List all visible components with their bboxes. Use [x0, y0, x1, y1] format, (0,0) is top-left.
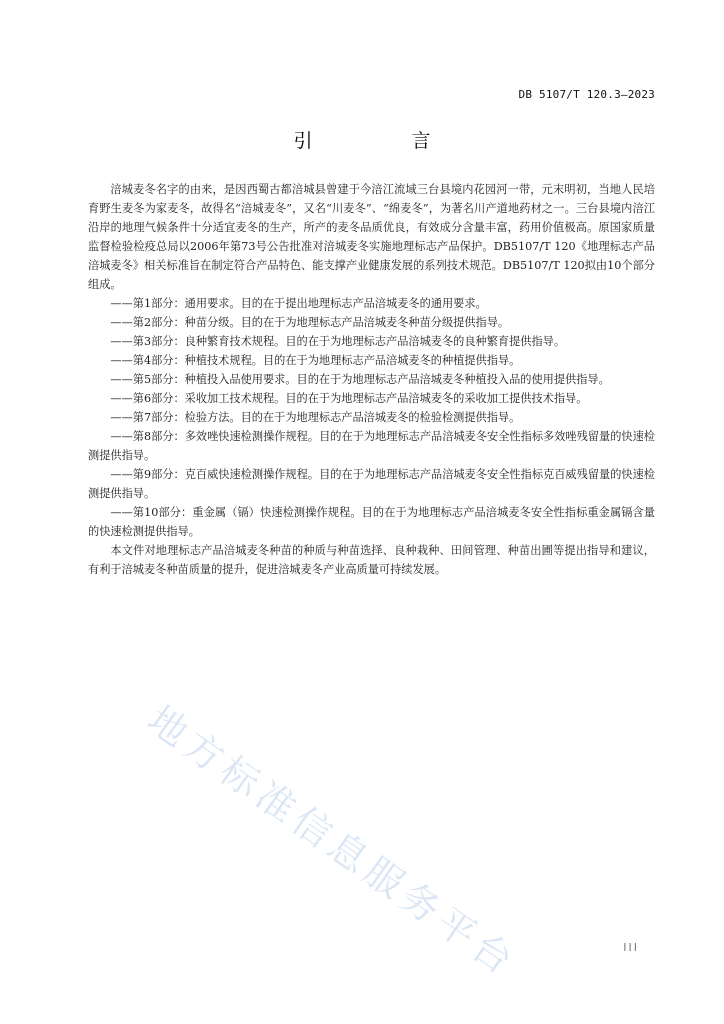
- introduction-body: [88, 180, 655, 579]
- page-number: III: [623, 941, 639, 954]
- part-item: ——第5部分：种植投入品使用要求。目的在于为地理标志产品涪城麦冬种植投入品的使用提供指导。: [110, 373, 610, 386]
- closing-paragraph: 本文件对地理标志产品涪城麦冬种苗的种质与种苗选择、良种栽种、田间管理、种苗出圃等提出指导和建议，有利于涪城麦冬种苗质量的提升，促进涪城麦冬产业高质量可持续发展。: [88, 544, 655, 576]
- part-item: ——第10部分：重金属（镉）快速检测操作规程。目的在于为地理标志产品涪城麦冬安全性指标重金属镉含量的快速检测提供指导。: [88, 506, 655, 538]
- section-title: 引 言: [293, 130, 471, 152]
- watermark-text: 地方标准信息服务平台: [139, 697, 526, 986]
- part-item: ——第2部分：种苗分级。目的在于为地理标志产品涪城麦冬种苗分级提供指导。: [110, 316, 510, 329]
- document-code: DB 5107/T 120.3—2023: [518, 88, 655, 101]
- part-item: ——第1部分：通用要求。目的在于提出地理标志产品涪城麦冬的通用要求。: [110, 297, 487, 310]
- part-item: ——第6部分：采收加工技术规程。目的在于为地理标志产品涪城麦冬的采收加工提供技术指导。: [110, 392, 588, 405]
- part-item: ——第4部分：种植技术规程。目的在于为地理标志产品涪城麦冬的种植提供指导。: [110, 354, 521, 367]
- intro-paragraph: 涪城麦冬名字的由来，是因西蜀古都涪城县曾建于今涪江流域三台县境内花园河一带，元末明初，当地人民培育野生麦冬为家麦冬，故得名“涪城麦冬”，又名“川麦冬”、“绵麦冬”，为著名川产道地药材之一。三台县境内涪江沿岸的地理气候条件十分适宜麦冬的生产，所产的麦冬品质优良，有效成分含量丰富，药用价值极高。原国家质量监督检验检疫总局以2006年第73号公告批准对涪城麦冬实施地理标志产品保护。DB5107/T 120《地理标志产品 涪城麦冬》相关标准旨在制定符合产品特色、能支撑产业健康发展的系列技术规范。DB5107/T 120拟由10个部分组成。: [88, 183, 655, 291]
- part-item: ——第9部分：克百威快速检测操作规程。目的在于为地理标志产品涪城麦冬安全性指标克百威残留量的快速检测提供指导。: [88, 468, 655, 500]
- part-item: ——第7部分：检验方法。目的在于为地理标志产品涪城麦冬的检验检测提供指导。: [110, 411, 521, 424]
- part-item: ——第3部分：良种繁育技术规程。目的在于为地理标志产品涪城麦冬的良种繁育提供指导。: [110, 335, 566, 348]
- part-item: ——第8部分：多效唑快速检测操作规程。目的在于为地理标志产品涪城麦冬安全性指标多效唑残留量的快速检测提供指导。: [88, 430, 655, 462]
